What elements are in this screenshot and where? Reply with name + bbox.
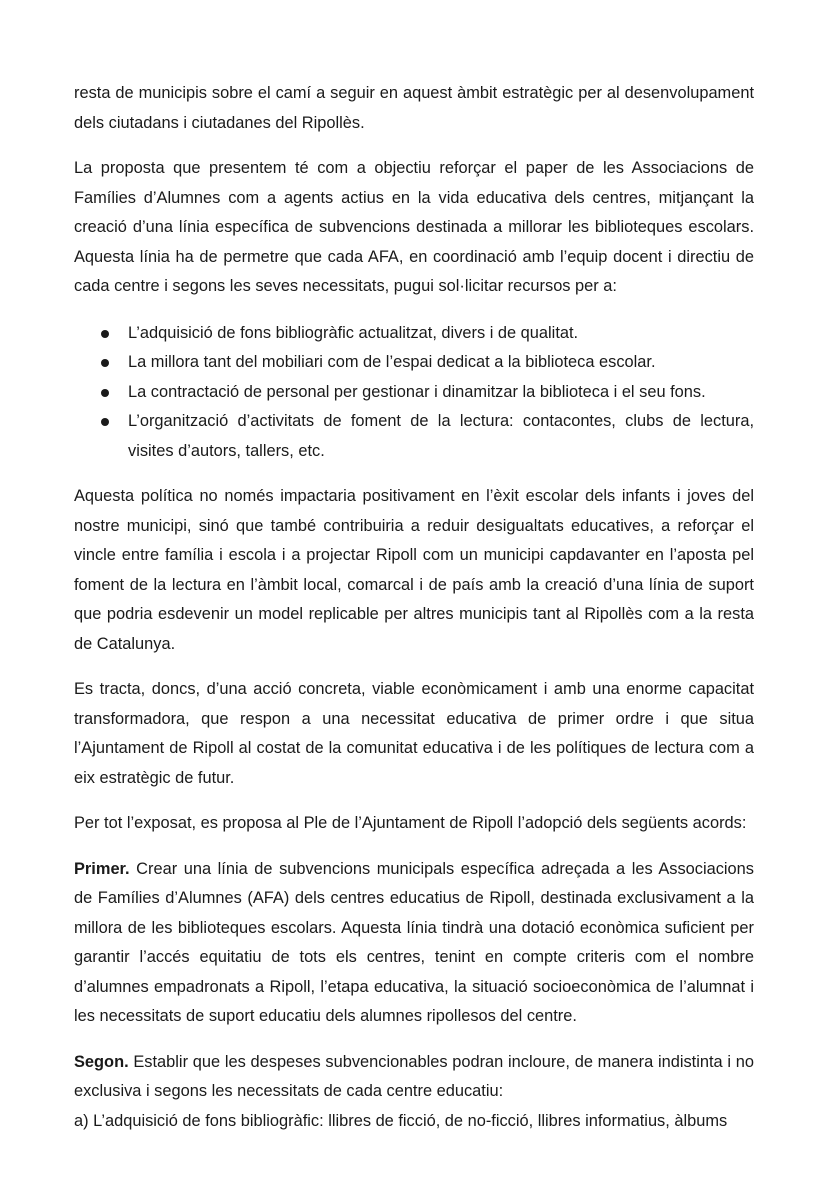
paragraph-proposal-intro: Per tot l’exposat, es proposa al Ple de l’Ajuntament de Ripoll l’adopció dels següents acords: [74,814,747,832]
list-item: L’organització d’activitats de foment de la lectura: contacontes, clubs de lectura, visites d’autors, tallers, etc. [74,407,754,466]
agreement-second [74,1048,754,1107]
bullet-icon [101,418,109,426]
paragraph-proposal: La proposta que presentem té com a objectiu reforçar el paper de les Associacions de Famílies d’Alumnes com a agents actius en la vida educativa dels centres, mitjançant la creació d’una línia específica de subvencions destinada a millorar les biblioteques escolars. Aquesta línia ha de permetre que cada AFA, en coordinació amb l’equip docent i directiu de cada centre i segons les seves necessitats, pugui sol·licitar recursos per a: [74,159,754,295]
bullet-icon [101,330,109,338]
bullet-icon [101,389,109,397]
resources-list [74,319,754,467]
agreement-first-label: Primer. [74,859,130,878]
paragraph-intro-continued: resta de municipis sobre el camí a seguir en aquest àmbit estratègic per al desenvolupament dels ciutadans i ciutadanes del Ripollès. [74,84,754,132]
agreement-second-text: Establir que les despeses subvencionables podran incloure, de manera indistinta i no exclusiva i segons les necessitats de cada centre educatiu: [74,1052,754,1100]
agreement-first [74,855,754,1032]
list-item: La contractació de personal per gestionar i dinamitzar la biblioteca i el seu fons. [74,378,754,408]
list-item: La millora tant del mobiliari com de l’espai dedicat a la biblioteca escolar. [74,348,754,378]
list-item: L’adquisició de fons bibliogràfic actualitzat, divers i de qualitat. [74,319,754,349]
agreement-second-label: Segon. [74,1052,129,1071]
paragraph-impact: Aquesta política no només impactaria positivament en l’èxit escolar dels infants i joves del nostre municipi, sinó que també contribuiria a reduir desigualtats educatives, a reforçar el vincle entre família i escola i a projectar Ripoll com un municipi capdavanter en l’aposta pel foment de la lectura en l’àmbit local, comarcal i de país amb la creació d’una línia de suport que podria esdevenir un model replicable per altres municipis tant al Ripollès com a la resta de Catalunya. [74,487,754,653]
agreement-first-text: Crear una línia de subvencions municipals específica adreçada a les Associacions de Famílies d’Alumnes (AFA) dels centres educatius de Ripoll, destinada exclusivament a la millora de les biblioteques escolars. Aquesta línia tindrà una dotació econòmica suficient per garantir l’accés equitatiu de tots els centres, tenint en compte criteris com el nombre d’alumnes empadronats a Ripoll, l’etapa educativa, la situació socioeconòmica de l’alumnat i les necessitats de suport educatiu dels alumnes ripollesos del centre. [74,859,754,1025]
agreement-second-item-a: a) L’adquisició de fons bibliogràfic: llibres de ficció, de no-ficció, llibres informatius, àlbums [74,1111,728,1130]
document-body [74,79,754,1136]
bullet-icon [101,359,109,367]
paragraph-action: Es tracta, doncs, d’una acció concreta, viable econòmicament i amb una enorme capacitat transformadora, que respon a una necessitat educativa de primer ordre i que situa l’Ajuntament de Ripoll al costat de la comunitat educativa i de les polítiques de lectura com a eix estratègic de futur. [74,680,754,787]
